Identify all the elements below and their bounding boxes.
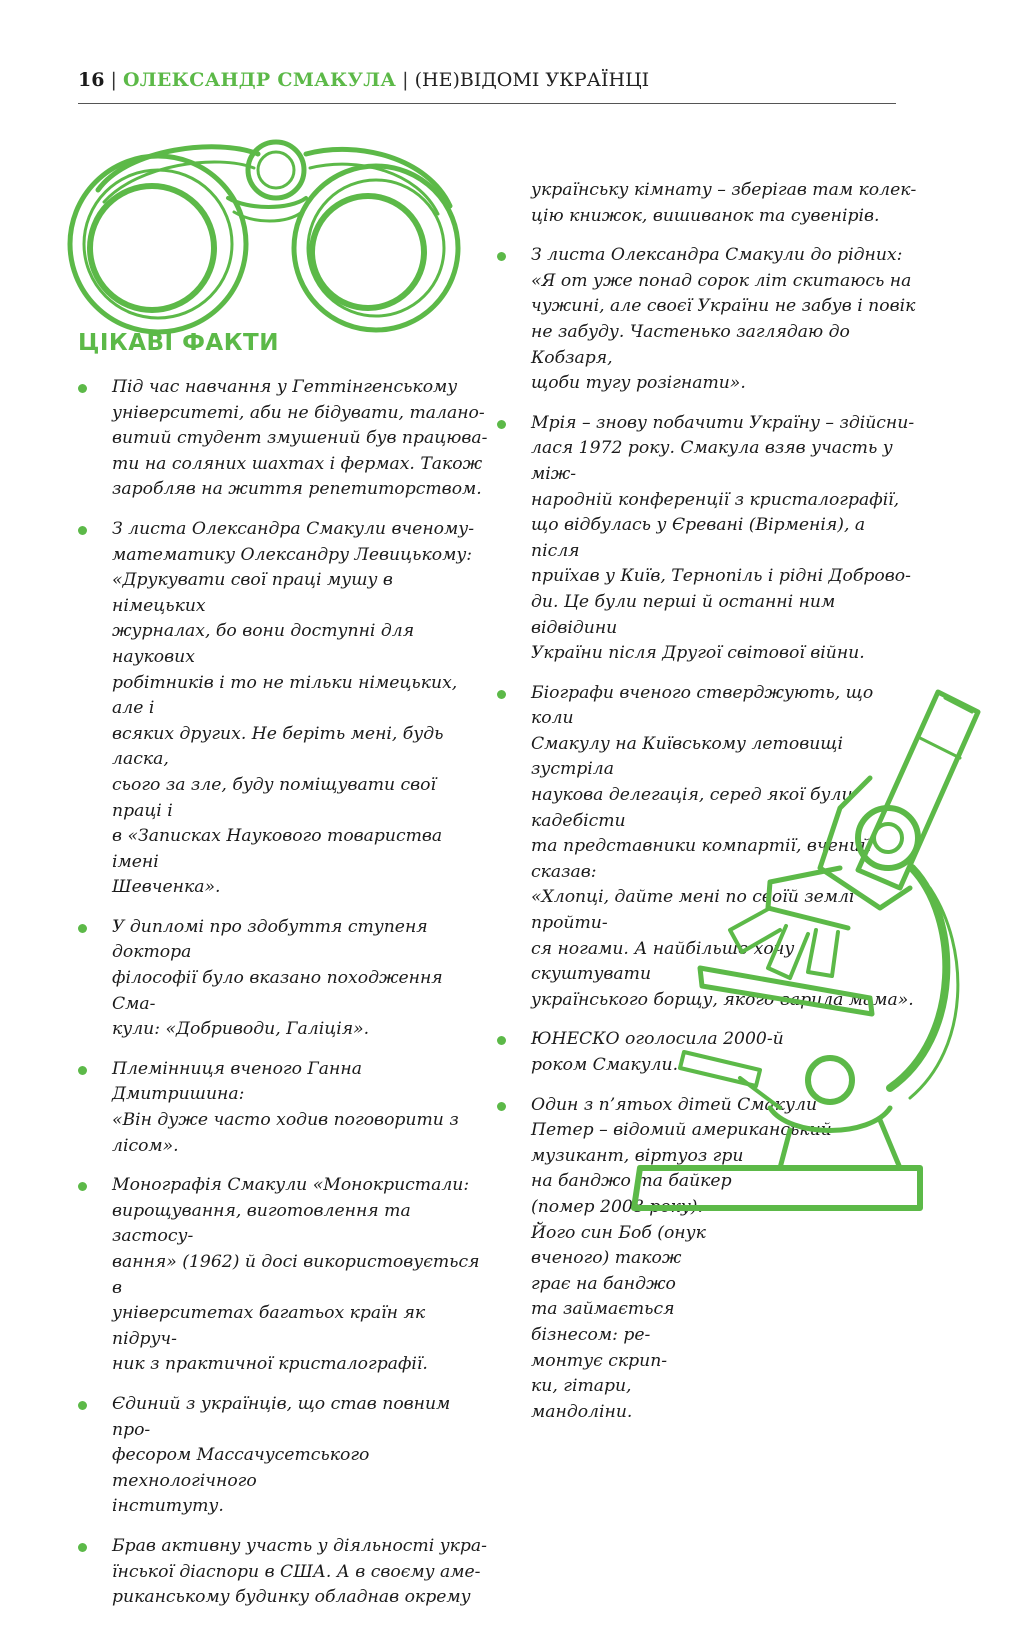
facts-list-left <box>78 375 488 1611</box>
header-author: ОЛЕКСАНДР СМАКУЛА <box>122 69 397 91</box>
fact-line: «Хлопці, дайте мені по своїй землі пройти- <box>531 887 855 934</box>
fact-line: Єдиний з українців, що став повним про- <box>112 1393 451 1440</box>
fact-line: Брав активну участь у діяльності укра- <box>112 1535 487 1556</box>
fact-line: ЮНЕСКО оголосила 2000-й <box>531 1029 784 1050</box>
running-header <box>78 68 896 92</box>
fact-line: мандоліни. <box>531 1401 633 1422</box>
fact-line: інституту. <box>112 1496 224 1517</box>
bullet-icon <box>497 252 506 261</box>
fact-line: ник з практичної кристалографії. <box>112 1354 428 1375</box>
fact-line: чужині, але своєї України не забув і повік <box>531 296 916 317</box>
fact-line: З листа Олександра Смакули до рідних: <box>531 245 903 266</box>
fact-line: їнської діаспори в США. А в своєму аме- <box>112 1561 481 1582</box>
fact-line: риканському будинку обладнав окрему <box>112 1587 471 1608</box>
header-rule <box>78 103 896 104</box>
fact-item <box>78 375 488 503</box>
fact-line: університеті, аби не бідувати, талано- <box>112 402 485 423</box>
fact-line: вання» (1962) й досі використовується в <box>112 1252 480 1298</box>
fact-line: цію книжок, вишиванок та сувенірів. <box>531 205 880 226</box>
bullet-icon <box>497 690 506 699</box>
fact-line: Племінниця вченого Ганна Дмитришина: <box>112 1058 362 1105</box>
fact-line: журналах, бо вони доступні для наукових <box>112 621 415 667</box>
fact-line: фесором Массачусетського технологічного <box>112 1445 370 1491</box>
fact-line: українську кімнату – зберігав там колек- <box>531 180 917 200</box>
fact-line: музикант, віртуоз гри <box>531 1145 744 1166</box>
fact-line: ди. Це були перші й останні ним відвідини <box>531 591 836 638</box>
section-title: ЦІКАВІ ФАКТИ <box>78 330 279 356</box>
facts-column-left <box>78 375 488 1625</box>
bullet-icon <box>497 1036 506 1045</box>
fact-line: щоби тугу розігнати». <box>531 373 746 394</box>
fact-line: філософії було вказано походження Сма- <box>112 968 443 1014</box>
fact-line: грає на банджо <box>531 1273 676 1294</box>
bullet-icon <box>497 420 506 429</box>
fact-item <box>78 1534 488 1611</box>
fact-line: не забуду. Частенько заглядаю до Кобзаря, <box>531 321 850 368</box>
fact-line: та займається <box>531 1299 675 1320</box>
header-book-title: (НЕ)ВІДОМІ УКРАЇНЦІ <box>414 69 650 91</box>
fact-item <box>78 1392 488 1520</box>
fact-line: «Я от уже понад сорок літ скитаюсь на <box>531 270 912 291</box>
binoculars-illustration <box>58 128 478 338</box>
fact-line: ки, гітари, <box>531 1376 632 1397</box>
bullet-icon <box>78 1543 87 1552</box>
fact-item <box>497 243 917 397</box>
bullet-icon <box>78 526 87 535</box>
fact-line: України після Другої світової війни. <box>531 643 865 664</box>
fact-line: університетах багатьох країн як підруч- <box>112 1303 426 1349</box>
fact-line: У дипломі про здобуття ступеня доктора <box>112 916 428 963</box>
fact-line: Його син Боб (онук <box>531 1222 706 1243</box>
fact-line: в «Записках Наукового товариства імені <box>112 826 443 872</box>
fact-item <box>78 1057 488 1159</box>
fact-line: Один з п’ятьох дітей Смакули <box>531 1094 818 1115</box>
fact-line: українського борщу, якого варила мама». <box>531 989 914 1010</box>
fact-line: всяких других. Не беріть мені, будь ласка, <box>112 723 444 770</box>
fact-continuation <box>497 178 917 229</box>
page-number: 16 <box>78 69 105 91</box>
header-separator-2: | <box>402 69 409 91</box>
fact-item <box>497 411 917 667</box>
bullet-icon <box>497 1102 506 1111</box>
fact-line: (помер 2008 року). <box>531 1196 703 1217</box>
fact-line: монтує скрип- <box>531 1350 668 1371</box>
fact-item <box>78 1173 488 1378</box>
fact-line: заробляв на життя репетиторством. <box>112 479 482 500</box>
fact-line: «Він дуже часто ходив поговорити з лісом». <box>112 1110 459 1156</box>
fact-line: робітників і то не тільки німецьких, але і <box>112 672 458 719</box>
fact-line: на банджо та байкер <box>531 1171 732 1192</box>
fact-line: кули: «Добриводи, Галіція». <box>112 1019 370 1040</box>
fact-line: ся ногами. А найбільше хочу скуштувати <box>531 938 795 985</box>
fact-line: наукова делегація, серед якої були кадебісти <box>531 785 853 831</box>
fact-line: Мрія – знову побачити Україну – здійсни- <box>531 412 915 433</box>
fact-line: Монографія Смакули «Монокристали: <box>112 1175 470 1196</box>
fact-line: народній конференції з кристалографії, <box>531 489 900 510</box>
fact-line: «Друкувати свої праці мушу в німецьких <box>112 570 393 616</box>
microscope-illustration <box>620 668 1000 1228</box>
bullet-icon <box>78 1066 87 1075</box>
fact-line: та представники компартії, вчений сказав: <box>531 836 872 882</box>
fact-line: Під час навчання у Геттінгенському <box>112 377 458 397</box>
fact-line: Смакулу на Київському летовищі зустріла <box>531 733 843 780</box>
fact-line: бізнесом: ре- <box>531 1324 651 1345</box>
fact-line: ти на соляних шахтах і фермах. Також <box>112 453 483 474</box>
bullet-icon <box>78 1182 87 1191</box>
fact-line: витий студент змушений був працюва- <box>112 428 488 449</box>
fact-line: вченого) також <box>531 1248 682 1269</box>
fact-line: Шевченка». <box>112 877 221 898</box>
bullet-icon <box>78 924 87 933</box>
fact-line: що відбулась у Єревані (Вірменія), а після <box>531 515 866 561</box>
fact-line: математику Олександру Левицькому: <box>112 544 473 565</box>
fact-line: лася 1972 року. Смакула взяв участь у між- <box>531 438 893 484</box>
bullet-icon <box>78 1401 87 1410</box>
fact-item <box>78 517 488 901</box>
fact-line: З листа Олександра Смакули вченому- <box>112 518 475 539</box>
header-separator: | <box>110 69 117 91</box>
bullet-icon <box>78 384 87 393</box>
fact-line: вирощування, виготовлення та застосу- <box>112 1200 411 1247</box>
fact-item <box>78 915 488 1043</box>
fact-line: роком Смакули. <box>531 1055 679 1075</box>
fact-line: приїхав у Київ, Тернопіль і рідні Доброво- <box>531 566 911 587</box>
fact-line: Біографи вченого стверджують, що коли <box>531 682 874 729</box>
fact-line: Петер – відомий американський <box>531 1120 832 1141</box>
fact-line: сього за зле, буду поміщувати свої праці і <box>112 774 437 821</box>
